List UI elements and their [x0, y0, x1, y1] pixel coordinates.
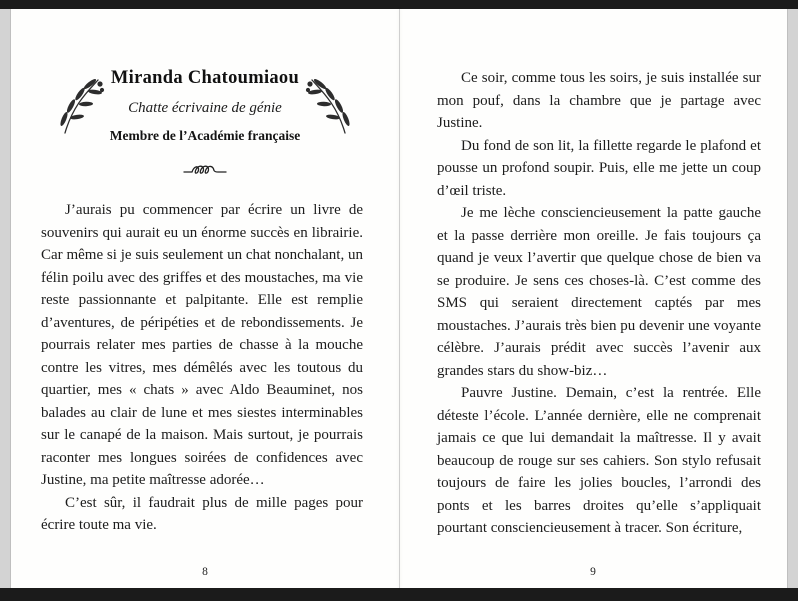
paragraph: Ce soir, comme tous les soirs, je suis installée sur mon pouf, dans la chambre que je partage avec Justine.: [437, 70, 761, 131]
chapter-header: [11, 9, 399, 144]
olive-branch-left-icon: [55, 75, 105, 137]
paragraph: C’est sûr, il faudrait plus de mille pages pour écrire toute ma vie.: [41, 494, 363, 534]
page-right: [399, 9, 787, 588]
paragraph: Pauvre Justine. Demain, c’est la rentrée. Elle déteste l’école. L’année dernière, elle ne comprenait jamais ce que lui demandait la maîtresse. Il y avait beaucoup de rouge sur ses cahiers. Son stylo refusait toujours de faire les jolies boucles, l’arrondi des ponts et les barres droites qu’elle s’appliquait pourtant consciencieusement à tracer. Son écriture,: [437, 385, 761, 536]
chapter-affiliation: Membre de l’Académie française: [109, 128, 301, 144]
page-left: [11, 9, 399, 588]
reader-margin-left: [0, 9, 11, 588]
page-number-right: 9: [590, 566, 596, 578]
section-divider: [11, 164, 399, 183]
reader-margin-right: [787, 9, 798, 588]
body-text-right: [399, 9, 787, 540]
page-number-left: 8: [202, 566, 208, 578]
chapter-titles: [110, 67, 301, 144]
page-gutter: [399, 9, 400, 588]
paragraph: Du fond de son lit, la fillette regarde le plafond et pousse un profond soupir. Puis, elle me jette un coup d’œil triste.: [437, 137, 761, 199]
book-spread: [11, 9, 787, 588]
chapter-title: Miranda Chatoumiaou: [110, 68, 300, 88]
chapter-subtitle: Chatte écrivaine de génie: [128, 100, 282, 117]
body-text-left: [11, 183, 399, 537]
divider-squiggle-icon: [183, 164, 227, 178]
olive-branch-right-icon: [305, 75, 355, 137]
paragraph: J’aurais pu commencer par écrire un livre de souvenirs qui aurait eu un énorme succès en librairie. Car même si je suis seulement un chat nonchalant, un félin poilu avec des griffes et des moustaches, ma vie reste passionnante et palpitante. Elle est remplie d’aventures, de péripéties et de rebondissements. Je pourrais relater mes parties de chasse à la mouche contre les vitres, mes démêlés avec les toutous du quartier, mes « chats » avec Aldo Beauminet, nos balades au clair de lune et mes siestes interminables sur le canapé de la maison. Mais surtout, je pourrais raconter mes longues soirées de confidences avec Justine, ma petite maîtresse adorée…: [41, 202, 363, 489]
paragraph: Je me lèche consciencieusement la patte gauche et la passe derrière mon oreille. Je fais toujours ça quand je veux l’avertir que quelque chose de bien va se produire. Je sens ces choses-là. C’est comme des SMS qui seraient directement captés par mes moustaches. J’aurais très bien pu devenir une voyante célèbre. J’aurais prédit avec succès l’avenir aux grandes stars du show-biz…: [437, 205, 761, 379]
